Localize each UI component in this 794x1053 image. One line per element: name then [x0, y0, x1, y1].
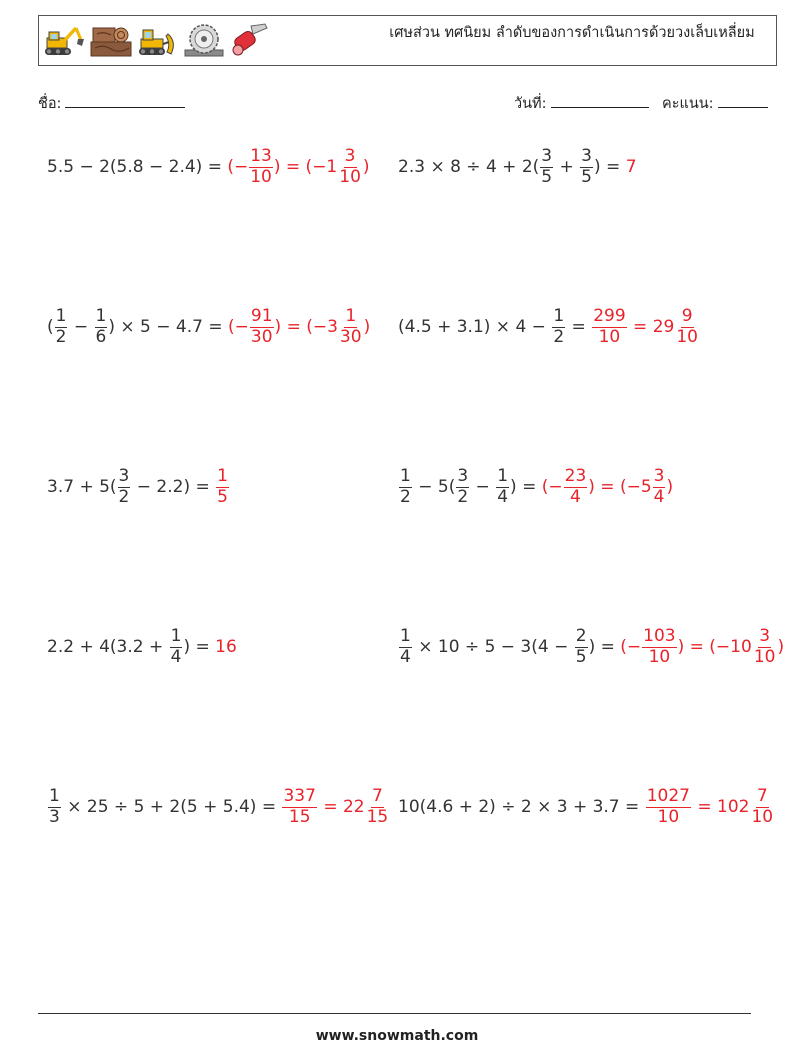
- fraction: [250, 308, 274, 347]
- numerator: 3: [541, 146, 553, 166]
- problem-7: [47, 628, 237, 667]
- denominator: 10: [657, 806, 680, 827]
- expression-text: ) =: [183, 637, 216, 658]
- footer-divider: [38, 1013, 751, 1014]
- fraction: [750, 788, 774, 827]
- numerator: 1027: [646, 786, 690, 806]
- denominator: 4: [570, 486, 581, 507]
- fraction: [95, 308, 108, 347]
- fraction: [580, 148, 593, 187]
- excavator-icon: [43, 22, 85, 58]
- expression-text: ) =: [510, 477, 542, 498]
- fraction: [170, 628, 183, 667]
- fraction: [55, 308, 68, 347]
- expression-text: (−: [541, 477, 563, 498]
- denominator: 10: [250, 166, 272, 187]
- fraction: [282, 788, 316, 827]
- expression-text: =: [566, 317, 592, 338]
- expression-text: − 2.2) =: [131, 477, 216, 498]
- denominator: 30: [250, 326, 273, 347]
- answer: [215, 637, 237, 657]
- expression-text: ) × 5 − 4.7 =: [108, 317, 228, 338]
- numerator: 103: [643, 626, 676, 646]
- numerator: 9: [681, 306, 693, 326]
- expression-text: −: [68, 317, 94, 338]
- expression-text: ) = (−3: [274, 317, 338, 338]
- numerator: 3: [759, 626, 771, 646]
- answer: [215, 468, 230, 507]
- denominator: 2: [457, 486, 469, 507]
- expression-text: × 25 ÷ 5 + 2(5 + 5.4) =: [61, 797, 282, 818]
- fraction: [456, 468, 469, 507]
- name-label: ชื่อ:: [38, 96, 62, 112]
- answer: [542, 468, 673, 507]
- denominator: 5: [217, 486, 228, 507]
- numerator: 1: [170, 626, 182, 646]
- fraction: [552, 308, 565, 347]
- fraction: [48, 788, 61, 827]
- expression-text: × 10 ÷ 5 − 3(4 −: [412, 637, 574, 658]
- expression-text: 2.2 + 4(3.2 +: [47, 637, 169, 658]
- numerator: 3: [581, 146, 592, 166]
- answer: [281, 788, 390, 827]
- numerator: 1: [400, 466, 411, 486]
- denominator: 5: [581, 166, 592, 187]
- expression-text: (: [47, 317, 54, 338]
- wood-logs-icon: [89, 22, 133, 58]
- denominator: 4: [400, 646, 411, 667]
- expression-text: 7: [625, 157, 637, 178]
- date-blank[interactable]: [551, 106, 649, 108]
- expression-text: = 22: [317, 797, 365, 818]
- expression-text: (4.5 + 3.1) × 4 −: [398, 317, 552, 338]
- problem-4: [398, 308, 700, 347]
- denominator: 10: [676, 326, 698, 347]
- denominator: 10: [339, 166, 361, 187]
- score-label: คะแนน:: [662, 96, 714, 112]
- numerator: 3: [344, 146, 356, 166]
- problem-10: [398, 788, 775, 827]
- problem-8: [398, 628, 784, 667]
- answer: [591, 308, 700, 347]
- fraction: [118, 468, 131, 507]
- header-icons: [43, 22, 269, 60]
- denominator: 2: [553, 326, 565, 347]
- numerator: 1: [345, 306, 357, 326]
- numerator: 1: [217, 466, 228, 486]
- expression-text: 2.3 × 8 ÷ 4 + 2(: [398, 157, 540, 178]
- problem-2: [398, 148, 637, 187]
- denominator: 10: [598, 326, 621, 347]
- denominator: 2: [400, 486, 411, 507]
- fraction: [339, 308, 363, 347]
- answer: [227, 148, 369, 187]
- expression-text: (−: [228, 317, 249, 338]
- numerator: 299: [593, 306, 626, 326]
- numerator: 1: [553, 306, 565, 326]
- fraction: [366, 788, 390, 827]
- footer-site[interactable]: www.snowmath.com: [315, 1028, 479, 1044]
- expression-text: − 5(: [412, 477, 456, 498]
- fraction: [564, 468, 588, 507]
- date-label: วันที่:: [514, 96, 547, 112]
- numerator: 3: [653, 466, 665, 486]
- denominator: 4: [170, 646, 182, 667]
- expression-text: ) = (−5: [588, 477, 652, 498]
- answer: [620, 628, 784, 667]
- fraction: [338, 148, 362, 187]
- fraction: [646, 788, 691, 827]
- fraction: [592, 308, 626, 347]
- circular-saw-icon: [183, 22, 225, 58]
- fraction: [653, 468, 666, 507]
- expression-text: 5.5 − 2(5.8 − 2.4) =: [47, 157, 228, 178]
- numerator: 91: [250, 306, 273, 326]
- denominator: 4: [653, 486, 665, 507]
- worksheet-title: เศษส่วน ทศนิยม ลำดับของการดำเนินการด้วยวงเล็บเหลี่ยม: [389, 25, 755, 41]
- answer: [228, 308, 370, 347]
- numerator: 2: [575, 626, 587, 646]
- problem-5: [47, 468, 230, 507]
- numerator: 1: [95, 306, 107, 326]
- fraction: [496, 468, 509, 507]
- numerator: 7: [756, 786, 768, 806]
- numerator: 1: [55, 306, 67, 326]
- denominator: 10: [648, 646, 671, 667]
- fraction: [249, 148, 273, 187]
- denominator: 30: [339, 326, 362, 347]
- expression-text: +: [554, 157, 580, 178]
- expression-text: ): [363, 317, 371, 338]
- numerator: 7: [372, 786, 383, 806]
- expression-text: 16: [215, 637, 237, 658]
- fraction: [675, 308, 699, 347]
- fraction: [216, 468, 229, 507]
- denominator: 10: [753, 646, 776, 667]
- expression-text: ): [777, 637, 785, 658]
- fraction: [399, 628, 412, 667]
- expression-text: ) =: [594, 157, 626, 178]
- denominator: 10: [751, 806, 774, 827]
- worksheet-header: [38, 15, 777, 66]
- numerator: 13: [250, 146, 272, 166]
- problem-3: [47, 308, 370, 347]
- denominator: 15: [288, 806, 311, 827]
- problem-6: [398, 468, 673, 507]
- expression-text: 3.7 + 5(: [47, 477, 117, 498]
- fraction: [642, 628, 676, 667]
- numerator: 1: [49, 786, 60, 806]
- answer: [645, 788, 775, 827]
- denominator: 5: [541, 166, 553, 187]
- denominator: 2: [55, 326, 67, 347]
- expression-text: ) = (−1: [273, 157, 338, 178]
- numerator: 337: [283, 786, 316, 806]
- score-field[interactable]: [662, 92, 768, 115]
- name-field[interactable]: [38, 92, 185, 115]
- fraction: [399, 468, 412, 507]
- expression-text: ): [666, 477, 674, 498]
- expression-text: = 102: [691, 797, 750, 818]
- answer: [626, 157, 637, 177]
- fraction: [540, 148, 553, 187]
- problem-9: [47, 788, 390, 827]
- expression-text: (−: [620, 637, 642, 658]
- chainsaw-icon: [229, 22, 269, 58]
- expression-text: 10(4.6 + 2) ÷ 2 × 3 + 3.7 =: [398, 797, 645, 818]
- numerator: 3: [457, 466, 469, 486]
- denominator: 3: [49, 806, 60, 827]
- expression-text: ) = (−10: [677, 637, 752, 658]
- denominator: 4: [497, 486, 509, 507]
- numerator: 3: [118, 466, 130, 486]
- date-field[interactable]: [514, 92, 649, 115]
- expression-text: ): [362, 157, 370, 178]
- expression-text: (−: [227, 157, 249, 178]
- numerator: 1: [400, 626, 411, 646]
- denominator: 15: [366, 806, 389, 827]
- numerator: 1: [497, 466, 509, 486]
- denominator: 5: [575, 646, 587, 667]
- name-blank[interactable]: [65, 106, 185, 108]
- bulldozer-icon: [137, 22, 179, 58]
- score-blank[interactable]: [718, 106, 768, 108]
- expression-text: −: [470, 477, 496, 498]
- problem-1: [47, 148, 370, 187]
- fraction: [575, 628, 588, 667]
- denominator: 2: [118, 486, 130, 507]
- expression-text: ) =: [588, 637, 621, 658]
- expression-text: = 29: [627, 317, 675, 338]
- fraction: [753, 628, 777, 667]
- denominator: 6: [95, 326, 107, 347]
- numerator: 23: [564, 466, 587, 486]
